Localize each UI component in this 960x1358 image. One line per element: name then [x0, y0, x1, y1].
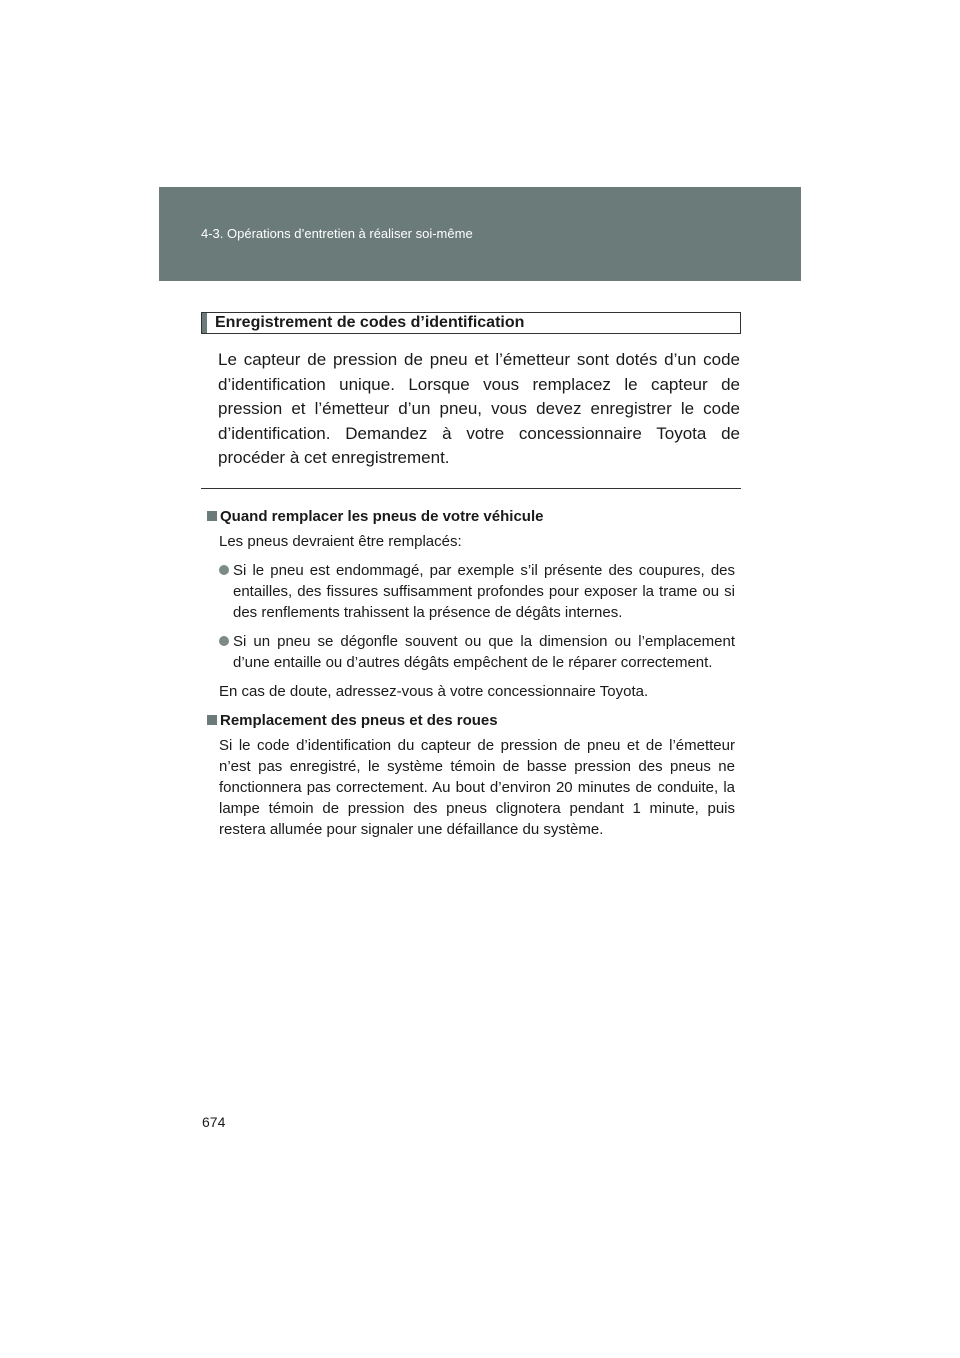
chapter-header [159, 187, 801, 281]
section-divider [201, 488, 741, 489]
list-item [207, 631, 735, 673]
list-item [207, 560, 735, 623]
section-heading-box [201, 312, 741, 334]
note-heading [207, 710, 735, 731]
section-body: Le capteur de pression de pneu et l’émetteur sont dotés d’un code d’identification unique. Lorsque vous remplacez le capteur de pression et l’émetteur d’un pneu, vous devez enregistrer le code d’identification. Demandez à votre concessionnaire Toyota de procéder à cet enregistrement. [218, 350, 740, 467]
chapter-title: 4-3. Opérations d’entretien à réaliser soi-même [201, 226, 473, 241]
square-bullet-icon [207, 715, 217, 725]
list-item-text: Si un pneu se dégonfle souvent ou que la dimension ou l’emplacement d’une entaille ou d’autres dégâts empêchent de le réparer correctement. [233, 633, 735, 671]
round-bullet-icon [219, 636, 229, 646]
round-bullet-icon [219, 565, 229, 575]
section-title: Enregistrement de codes d’identification [215, 314, 525, 331]
page-number: 674 [202, 1114, 226, 1130]
note-title: Quand remplacer les pneus de votre véhicule [220, 508, 544, 525]
note-closing: En cas de doute, adressez-vous à votre concessionnaire Toyota. [219, 683, 649, 700]
note-title: Remplacement des pneus et des roues [220, 712, 498, 729]
note-lead: Les pneus devraient être remplacés: [219, 533, 462, 550]
note-heading [207, 506, 735, 527]
note-when-to-replace [207, 506, 735, 840]
list-item-text: Si le pneu est endommagé, par exemple s’il présente des coupures, des entailles, des fissures suffisamment profondes pour exposer la trame ou si des renflements trahissent la présence de dégâts internes. [233, 562, 735, 621]
section-heading-accent [202, 313, 207, 333]
square-bullet-icon [207, 511, 217, 521]
note-body: Si le code d’identification du capteur de pression de pneu et de l’émetteur n’est pas enregistré, le système témoin de basse pression des pneus ne fonctionnera pas correctement. Au bout d’environ 20 minutes de conduite, la lampe témoin de pression des pneus clignotera pendant 1 minute, puis restera allumée pour signaler une défaillance du système. [219, 737, 735, 838]
